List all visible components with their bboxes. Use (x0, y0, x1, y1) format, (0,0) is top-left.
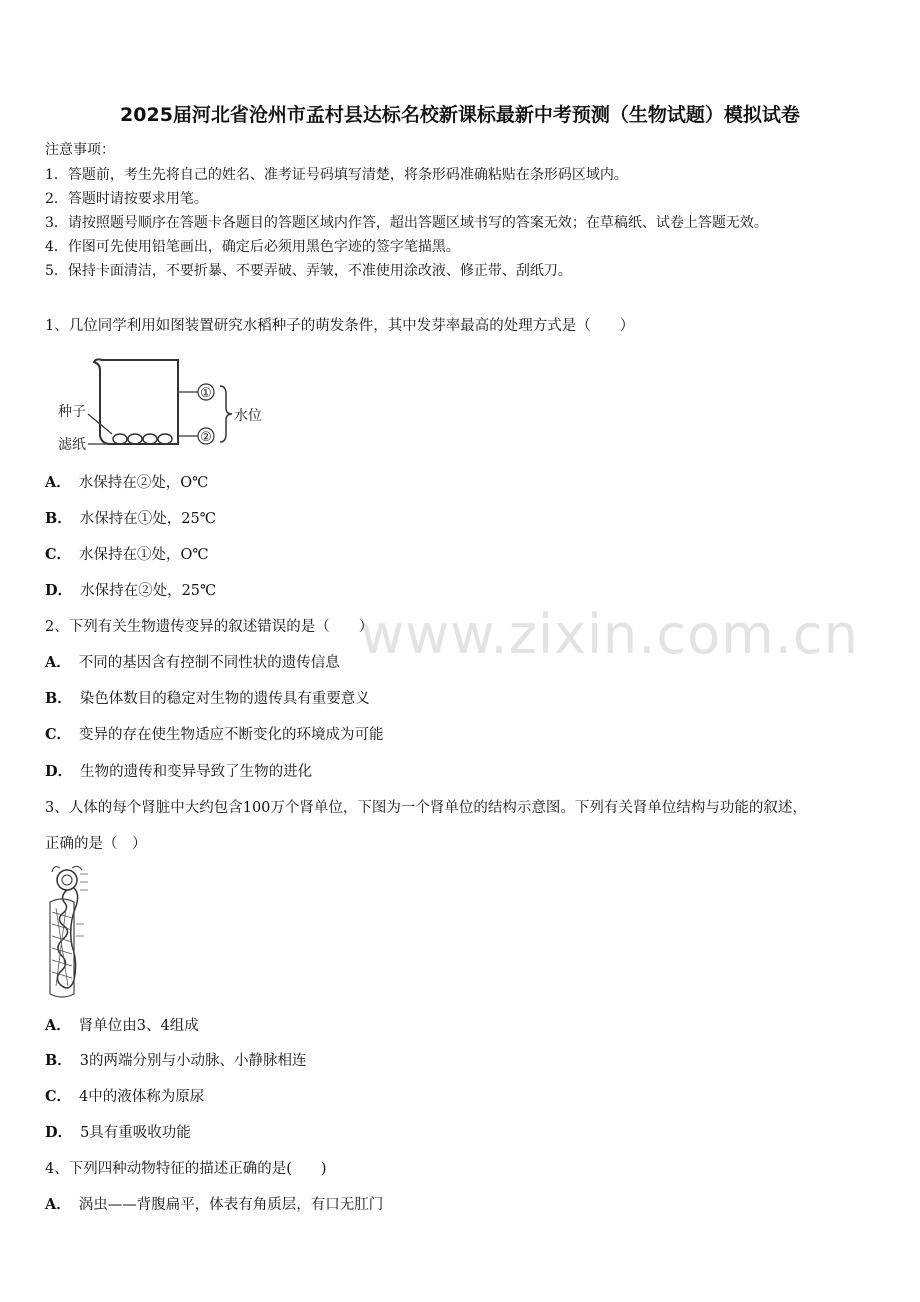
seed-label: 种子 (58, 404, 86, 420)
notice-item: 3．请按照题号顺序在答题卡各题目的答题区域内作答，超出答题区域书写的答案无效；在草稿纸、试卷上答题无效。 (45, 215, 768, 231)
notice-item: 2．答题时请按要求用笔。 (45, 191, 208, 207)
filter-paper-label: 滤纸 (58, 437, 86, 453)
page-title: 2025届河北省沧州市孟村县达标名校新课标最新中考预测（生物试题）模拟试卷 (120, 104, 800, 126)
circle-label-2: ② (200, 430, 212, 445)
question-2-option-a: A． 不同的基因含有控制不同性状的遗传信息 (45, 654, 340, 671)
question-2-stem: 2、下列有关生物遗传变异的叙述错误的是（ ） (45, 619, 374, 635)
question-4-option-a: A． 涡虫——背腹扁平，体表有角质层，有口无肛门 (45, 1196, 384, 1213)
question-2-option-c: C． 变异的存在使生物适应不断变化的环境成为可能 (45, 726, 384, 743)
water-level-label: 水位 (234, 408, 262, 424)
question-2-option-b: B． 染色体数目的稳定对生物的遗传具有重要意义 (45, 690, 370, 707)
question-3-option-a: A． 肾单位由3、4组成 (45, 1017, 199, 1034)
question-1-option-c: C． 水保持在①处，O℃ (45, 546, 209, 563)
question-2-option-d: D． 生物的遗传和变异导致了生物的进化 (45, 763, 313, 780)
question-3-option-d: D． 5具有重吸收功能 (45, 1124, 191, 1141)
question-4-stem: 4、下列四种动物特征的描述正确的是( ) (45, 1161, 327, 1177)
watermark: www.zixin.com.cn (360, 603, 859, 666)
question-3-stem-line1: 3、人体的每个肾脏中大约包含100万个肾单位，下图为一个肾单位的结构示意图。下列有关肾单位结构与功能的叙述， (45, 800, 807, 816)
notice-item: 5．保持卡面清洁，不要折暴、不要弄破、弄皱，不准使用涂改液、修正带、刮纸刀。 (45, 263, 572, 279)
question-1-stem: 1、几位同学利用如图装置研究水稻种子的萌发条件，其中发芽率最高的处理方式是（ ） (45, 318, 635, 334)
notice-item: 4．作图可先使用铅笔画出，确定后必须用黑色字迹的签字笔描黑。 (45, 239, 460, 255)
seed-germination-apparatus-figure (50, 350, 270, 460)
question-1-option-d: D． 水保持在②处，25℃ (45, 582, 217, 599)
question-3-option-c: C． 4中的液体称为原尿 (45, 1088, 205, 1105)
notice-item: 1．答题前，考生先将自己的姓名、准考证号码填写清楚，将条形码准确粘贴在条形码区域内。 (45, 167, 628, 183)
question-1-option-a: A． 水保持在②处，O℃ (45, 474, 209, 491)
question-3-option-b: B． 3的两端分别与小动脉、小静脉相连 (45, 1052, 307, 1069)
question-1-option-b: B． 水保持在①处，25℃ (45, 510, 216, 527)
question-3-stem-line2: 正确的是（ ） (45, 836, 147, 852)
notice-heading: 注意事项： (45, 142, 115, 158)
nephron-diagram-figure (42, 862, 102, 1002)
circle-label-1: ① (200, 386, 212, 401)
